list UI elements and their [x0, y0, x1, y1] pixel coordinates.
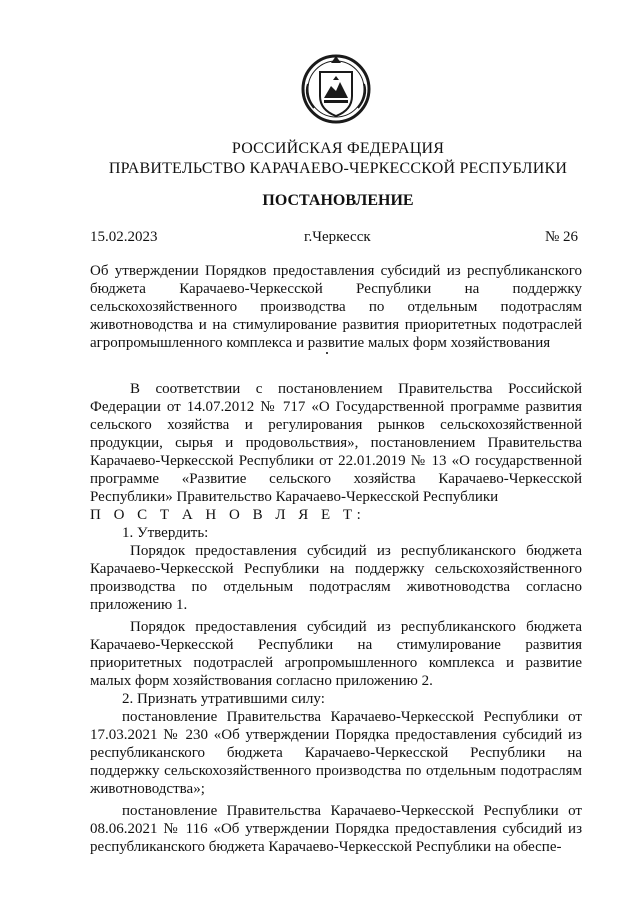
coat-of-arms-emblem-icon [300, 52, 372, 126]
item-1-paragraph-a: Порядок предоставления субсидий из республиканского бюджета Карачаево-Черкесской Республики на поддержку сельскохозяйственного производства по отдельным подотраслям животноводства согласно приложению 1. [90, 543, 582, 613]
item-2-paragraph-b: постановление Правительства Карачаево-Черкесской Республики от 08.06.2021 № 116 «Об утверждении Порядка предоставления субсидий из республиканского бюджета Карачаево-Черкесской Республики на обеспе- [90, 803, 582, 855]
country-heading: РОССИЙСКАЯ ФЕДЕРАЦИЯ [231, 140, 445, 157]
item-2-heading: 2. Признать утратившими силу: [122, 691, 325, 707]
document-city: г.Черкесск [304, 229, 371, 245]
preamble-paragraph: В соответствии с постановлением Правительства Российской Федерации от 14.07.2012 № 717 «О Государственной программе развития сельского хозяйства и регулирования рынков сельскохозяйственной продукции, сырья и продовольствия», постановлением Правительства Карачаево-Черкесской Республики от 22.01.2019 № 13 «О государственной программе «Развитие сельского хозяйства Карачаево-Черкесской Республики» Правительство Карачаево-Черкесской Республики [90, 381, 582, 505]
government-heading: ПРАВИТЕЛЬСТВО КАРАЧАЕВО-ЧЕРКЕССКОЙ РЕСПУБЛИКИ [108, 160, 568, 177]
document-body [90, 380, 582, 856]
item-2-paragraph-a: постановление Правительства Карачаево-Черкесской Республики от 17.03.2021 № 230 «Об утверждении Порядка предоставления субсидий из республиканского бюджета Карачаево-Черкесской Республики на поддержку сельскохозяйственного производства по отдельным подотраслям животноводства»; [90, 709, 582, 797]
item-1-heading: 1. Утвердить: [122, 525, 209, 541]
document-subject-title: Об утверждении Порядков предоставления субсидий из республиканского бюджета Карачаево-Черкесской Республики на поддержку сельскохозяйственного производства по отдельным подотраслям животноводства и на стимулирование развития приоритетных подотраслей агропромышленного комплекса и развитие малых форм хозяйствования [90, 263, 582, 351]
item-1-paragraph-b: Порядок предоставления субсидий из республиканского бюджета Карачаево-Черкесской Республики на стимулирование развития приоритетных подотраслей агропромышленного комплекса и развитие малых форм хозяйствования согласно приложению 2. [90, 619, 582, 689]
stray-dot [326, 352, 328, 354]
document-date: 15.02.2023 [90, 229, 158, 245]
document-number: № 26 [545, 229, 579, 245]
document-type-title: ПОСТАНОВЛЕНИЕ [262, 192, 414, 209]
resolves-line: П О С Т А Н О В Л Я Е Т: [90, 507, 366, 523]
